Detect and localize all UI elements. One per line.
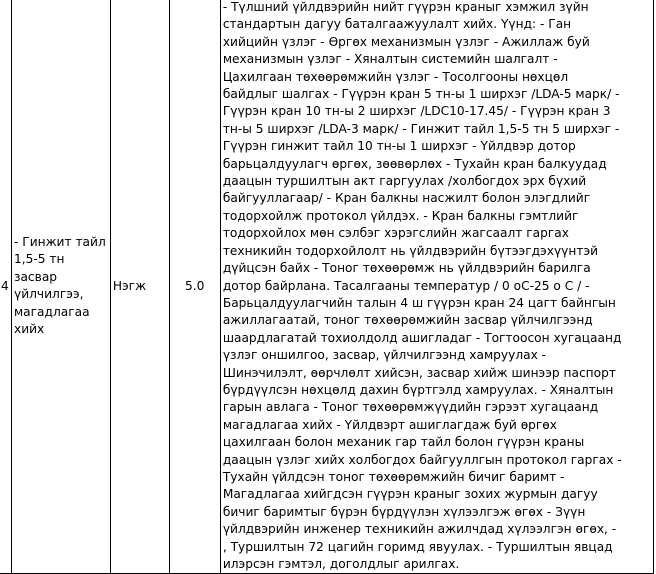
- unit-value: Нэгж: [112, 278, 147, 293]
- spec-line: Цахилгаан төхөөрөмжийн үзлэг - Тосолгооны нөхцөл: [222, 69, 569, 84]
- item-name-cell: [11, 0, 110, 574]
- specification-cell: [220, 0, 653, 574]
- spec-line: Тухайн үйлдсэн тоног төхөөрөмжийн бичиг баримт -: [222, 469, 565, 484]
- spec-line: стандартын дагуу баталгаажуулалт хийх. Үүнд: - Ган: [222, 17, 572, 32]
- spec-line: шаардлагатай тохиолдолд ашигладаг - Тогтоосон хугацаанд: [222, 330, 622, 345]
- specification-text: [223, 0, 651, 573]
- spec-line: дотор байрлана. Тасалгааны температур / 0 оС-25 о С / -: [222, 278, 590, 293]
- spec-line: техникийн тодорхойлолт нь үйлдвэрийн бүтээгдэхүүнтэй: [222, 243, 599, 258]
- spec-line: магадлагаа хийх - Үйлдвэрт ашиглагдаж буй өргөх: [222, 417, 557, 432]
- spec-line: Гүүрэн кран 10 тн-ы 2 ширхэг /LDC10-17.45/ - Гүүрэн кран 3: [222, 104, 611, 119]
- spec-line: илэрсэн гэмтэл, доголдлыг арилгах.: [222, 557, 460, 571]
- spec-line: хийцийн үзлэг - Өргөх механизмын үзлэг - Ажиллаж буй: [222, 34, 590, 49]
- spec-line: гарын авлага - Тоног төхөөрөмжүүдийн гэрээт хугацаанд: [222, 400, 599, 415]
- spec-line: , Туршилтын 72 цагийн горимд явуулах. - Туршилтын явцад: [222, 539, 613, 554]
- quantity-cell: [169, 0, 220, 574]
- row-number-cell: [0, 0, 11, 574]
- spec-line: үйлдвэрийн инженер техникийн ажилчдад хүлээлгэн өгөх, -: [222, 522, 617, 537]
- spec-line: ажиллагаатай, тоног төхөөрөмжийн засвар үйлчилгээнд: [222, 313, 593, 328]
- spec-line: тодорхойлж протокол үйлдэх. - Кран балкны гэмтлийг: [222, 208, 579, 223]
- spec-line: байдлыг шалгах - Гүүрэн кран 5 тн-ы 1 ширхэг /LDA-5 марк/ -: [222, 87, 620, 102]
- row-number: 4: [1, 278, 9, 293]
- spec-line: тн-ы 5 ширхэг /LDA-3 марк/ - Гинжит тайл 1,5-5 тн 5 ширхэг -: [222, 121, 620, 136]
- quantity-value: 5.0: [184, 278, 205, 293]
- spec-line: үзлэг оншилгоо, засвар, үйлчилгээнд хамруулах -: [222, 348, 547, 363]
- unit-cell: [110, 0, 169, 574]
- spec-line: даацын туршилтын акт гаргуулах /холбогдох эрх бүхий: [222, 174, 587, 189]
- spec-line: Магадлагаа хийгдсэн гүүрэн краныг зохих журмын дагуу: [222, 487, 598, 502]
- spec-line: байгууллагаар/ - Кран балкны насжилт болон элэгдлийг: [222, 191, 591, 206]
- spec-line: барьцалдуулагч өргөх, зөөвөрлөх - Тухайн кран балкуудад: [222, 156, 607, 171]
- spec-line: - Түлшний үйлдвэрийн нийт гүүрэн краныг хэмжил зүйн: [222, 0, 589, 14]
- item-name: - Гинжит тайл 1,5-5 тн засвар үйлчилгээ, магадлагаа хийх: [13, 234, 106, 337]
- spec-line: цахилгаан болон механик гар тайл болон гүүрэн краны: [222, 435, 585, 450]
- spec-line: даацын үзлэг хийх холбогдох байгууллгын протокол гаргах -: [222, 452, 622, 467]
- spec-line: дүйцсэн байх - Тоног төхөөрөмж нь үйлдвэрийн барилга: [222, 261, 591, 276]
- spec-line: Гүүрэн гинжит тайл 10 тн-ы 1 ширхэг - Үйлдвэр дотор: [222, 139, 576, 154]
- spec-line: Барьцалдуулагчийн талын 4 ш гүүрэн кран 24 цагт байнгын: [222, 295, 616, 310]
- spec-line: механизмын үзлэг - Хяналтын системийн шалгалт -: [222, 52, 558, 67]
- spec-line: Шинэчилэлт, өөрчлөлт хийсэн, засвар хийж шинээр паспорт: [222, 365, 616, 380]
- spec-line: бичиг баримтыг бүрэн бүрдүүлэн хүлээлгэж өгөх - Зүүн: [222, 504, 586, 519]
- spec-line: тодорхойлох мөн сэлбэг хэрэгслийн жагсаалт гаргах: [222, 226, 569, 241]
- spec-line: бүрдүүлсэн нөхцөлд дахин бүртгэлд хамруулах. - Хяналтын: [222, 382, 614, 397]
